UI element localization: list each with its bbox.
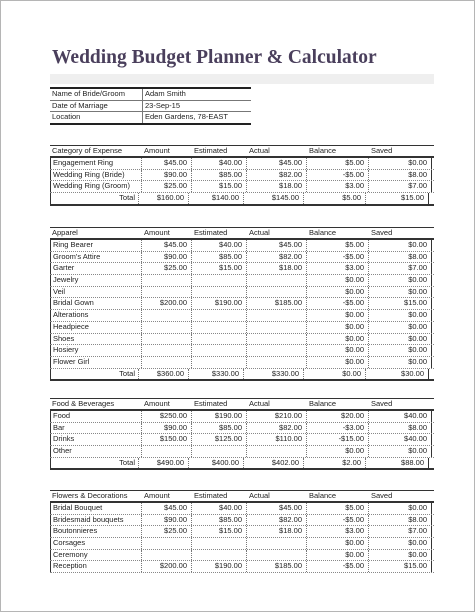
cell-actual[interactable] bbox=[246, 275, 306, 286]
section-header-row bbox=[50, 145, 434, 158]
total-label: Total bbox=[50, 458, 138, 469]
cell-amount[interactable] bbox=[141, 345, 191, 356]
total-estimated: $400.00 bbox=[188, 458, 243, 469]
cell-amount[interactable]: $25.00 bbox=[141, 263, 191, 274]
cell-actual[interactable]: $82.00 bbox=[246, 170, 306, 181]
cell-actual[interactable] bbox=[246, 550, 306, 561]
expense-item-label[interactable]: Groom's Attire bbox=[50, 252, 141, 263]
cell-balance[interactable]: $0.00 bbox=[306, 538, 368, 549]
cell-actual[interactable] bbox=[246, 322, 306, 333]
cell-amount[interactable] bbox=[141, 334, 191, 345]
column-header-balance: Balance bbox=[309, 228, 337, 237]
total-saved: $15.00 bbox=[365, 193, 429, 204]
cell-actual[interactable]: $185.00 bbox=[246, 298, 306, 309]
cell-actual[interactable] bbox=[246, 538, 306, 549]
cell-actual[interactable]: $185.00 bbox=[246, 561, 306, 572]
cell-estimated[interactable] bbox=[191, 345, 246, 356]
cell-estimated[interactable]: $40.00 bbox=[191, 503, 246, 514]
budget-section bbox=[50, 145, 434, 206]
cell-amount[interactable]: $45.00 bbox=[141, 503, 191, 514]
expense-item-label[interactable]: Headpiece bbox=[50, 322, 141, 333]
cell-balance[interactable]: $5.00 bbox=[306, 503, 368, 514]
cell-saved[interactable]: $7.00 bbox=[368, 526, 432, 537]
section-category-label: Category of Expense bbox=[52, 146, 123, 155]
column-header-actual: Actual bbox=[249, 399, 270, 408]
total-saved: $30.00 bbox=[365, 369, 429, 380]
cell-balance[interactable]: $0.00 bbox=[306, 357, 368, 368]
table-row bbox=[50, 334, 434, 346]
expense-item-label[interactable]: Boutonnieres bbox=[50, 526, 141, 537]
table-row bbox=[50, 170, 434, 182]
cell-saved[interactable]: $0.00 bbox=[368, 287, 432, 298]
title-underline-band bbox=[50, 74, 434, 84]
cell-amount[interactable]: $90.00 bbox=[141, 170, 191, 181]
expense-item-label[interactable]: Alterations bbox=[50, 310, 141, 321]
expense-item-label[interactable]: Bridesmaid bouquets bbox=[50, 515, 141, 526]
cell-saved[interactable]: $8.00 bbox=[368, 170, 432, 181]
table-row bbox=[50, 434, 434, 446]
cell-actual[interactable]: $82.00 bbox=[246, 252, 306, 263]
cell-actual[interactable]: $45.00 bbox=[246, 503, 306, 514]
cell-amount[interactable]: $250.00 bbox=[141, 411, 191, 422]
column-header-estimated: Estimated bbox=[194, 228, 228, 237]
table-row bbox=[50, 181, 434, 193]
expense-item-label[interactable]: Veil bbox=[50, 287, 141, 298]
info-label: Location bbox=[50, 112, 143, 124]
budget-section bbox=[50, 490, 434, 573]
cell-balance[interactable]: -$5.00 bbox=[306, 298, 368, 309]
cell-amount[interactable]: $200.00 bbox=[141, 561, 191, 572]
cell-saved[interactable]: $15.00 bbox=[368, 561, 432, 572]
table-row bbox=[50, 287, 434, 299]
cell-actual[interactable]: $18.00 bbox=[246, 526, 306, 537]
total-row bbox=[50, 193, 434, 206]
page-title: Wedding Budget Planner & Calculator bbox=[52, 47, 377, 68]
cell-saved[interactable]: $0.00 bbox=[368, 503, 432, 514]
cell-estimated[interactable]: $15.00 bbox=[191, 181, 246, 192]
cell-estimated[interactable] bbox=[191, 310, 246, 321]
table-row bbox=[50, 310, 434, 322]
total-amount: $490.00 bbox=[138, 458, 188, 469]
cell-amount[interactable] bbox=[141, 322, 191, 333]
column-header-actual: Actual bbox=[249, 491, 270, 500]
column-header-saved: Saved bbox=[371, 399, 393, 408]
cell-balance[interactable]: $3.00 bbox=[306, 181, 368, 192]
table-row bbox=[50, 446, 434, 458]
total-amount: $360.00 bbox=[138, 369, 188, 380]
table-row bbox=[50, 550, 434, 562]
expense-item-label[interactable]: Wedding Ring (Groom) bbox=[50, 181, 141, 192]
cell-estimated[interactable]: $85.00 bbox=[191, 423, 246, 434]
expense-item-label[interactable]: Corsages bbox=[50, 538, 141, 549]
cell-balance[interactable]: $0.00 bbox=[306, 345, 368, 356]
cell-balance[interactable]: -$5.00 bbox=[306, 170, 368, 181]
cell-estimated[interactable]: $40.00 bbox=[191, 240, 246, 251]
section-header-row bbox=[50, 490, 434, 503]
table-row bbox=[50, 275, 434, 287]
column-header-amount: Amount bbox=[144, 399, 170, 408]
section-header-row bbox=[50, 398, 434, 411]
column-header-balance: Balance bbox=[309, 146, 337, 155]
column-header-saved: Saved bbox=[371, 491, 393, 500]
expense-item-label[interactable]: Bridal Bouquet bbox=[50, 503, 141, 514]
section-header-row bbox=[50, 227, 434, 240]
cell-balance[interactable]: $5.00 bbox=[306, 240, 368, 251]
table-row bbox=[50, 345, 434, 357]
total-balance: $0.00 bbox=[303, 369, 365, 380]
cell-amount[interactable] bbox=[141, 550, 191, 561]
cell-amount[interactable]: $90.00 bbox=[141, 252, 191, 263]
cell-balance[interactable]: $0.00 bbox=[306, 322, 368, 333]
cell-saved[interactable]: $40.00 bbox=[368, 434, 432, 445]
cell-saved[interactable]: $0.00 bbox=[368, 240, 432, 251]
cell-estimated[interactable] bbox=[191, 550, 246, 561]
expense-item-label[interactable]: Ceremony bbox=[50, 550, 141, 561]
expense-item-label[interactable]: Bridal Gown bbox=[50, 298, 141, 309]
table-row bbox=[50, 252, 434, 264]
cell-amount[interactable]: $45.00 bbox=[141, 158, 191, 169]
table-row bbox=[50, 503, 434, 515]
expense-item-label[interactable]: Reception bbox=[50, 561, 141, 572]
column-header-amount: Amount bbox=[144, 491, 170, 500]
column-header-amount: Amount bbox=[144, 228, 170, 237]
table-row bbox=[50, 263, 434, 275]
cell-balance[interactable]: -$5.00 bbox=[306, 515, 368, 526]
cell-amount[interactable]: $25.00 bbox=[141, 181, 191, 192]
total-balance: $2.00 bbox=[303, 458, 365, 469]
cell-actual[interactable] bbox=[246, 345, 306, 356]
info-value[interactable]: 23-Sep-15 bbox=[143, 100, 252, 112]
cell-saved[interactable]: $8.00 bbox=[368, 423, 432, 434]
cell-balance[interactable]: $0.00 bbox=[306, 287, 368, 298]
cell-amount[interactable]: $25.00 bbox=[141, 526, 191, 537]
cell-actual[interactable]: $82.00 bbox=[246, 423, 306, 434]
cell-estimated[interactable]: $190.00 bbox=[191, 298, 246, 309]
total-row bbox=[50, 458, 434, 471]
wedding-info-table bbox=[50, 87, 251, 125]
cell-estimated[interactable]: $85.00 bbox=[191, 515, 246, 526]
info-label: Date of Marriage bbox=[50, 100, 143, 112]
cell-saved[interactable]: $15.00 bbox=[368, 298, 432, 309]
table-row bbox=[50, 561, 434, 573]
expense-item-label[interactable]: Other bbox=[50, 446, 141, 457]
total-actual: $330.00 bbox=[243, 369, 303, 380]
cell-balance[interactable]: -$15.00 bbox=[306, 434, 368, 445]
cell-balance[interactable]: -$3.00 bbox=[306, 423, 368, 434]
cell-saved[interactable]: $0.00 bbox=[368, 310, 432, 321]
table-row bbox=[50, 158, 434, 170]
cell-balance[interactable]: -$5.00 bbox=[306, 561, 368, 572]
expense-item-label[interactable]: Garter bbox=[50, 263, 141, 274]
cell-saved[interactable]: $0.00 bbox=[368, 158, 432, 169]
cell-estimated[interactable]: $15.00 bbox=[191, 526, 246, 537]
cell-amount[interactable]: $45.00 bbox=[141, 240, 191, 251]
section-category-label: Food & Beverages bbox=[52, 399, 115, 408]
cell-saved[interactable]: $0.00 bbox=[368, 345, 432, 356]
cell-balance[interactable]: $3.00 bbox=[306, 526, 368, 537]
table-row bbox=[50, 538, 434, 550]
cell-balance[interactable]: $0.00 bbox=[306, 446, 368, 457]
expense-item-label[interactable]: Jewelry bbox=[50, 275, 141, 286]
cell-estimated[interactable] bbox=[191, 287, 246, 298]
info-row bbox=[50, 112, 251, 124]
expense-item-label[interactable]: Food bbox=[50, 411, 141, 422]
cell-actual[interactable]: $210.00 bbox=[246, 411, 306, 422]
cell-amount[interactable]: $150.00 bbox=[141, 434, 191, 445]
cell-saved[interactable]: $0.00 bbox=[368, 550, 432, 561]
total-saved: $88.00 bbox=[365, 458, 429, 469]
column-header-saved: Saved bbox=[371, 146, 393, 155]
cell-saved[interactable]: $0.00 bbox=[368, 322, 432, 333]
total-label: Total bbox=[50, 369, 138, 380]
cell-balance[interactable]: $20.00 bbox=[306, 411, 368, 422]
cell-saved[interactable]: $7.00 bbox=[368, 181, 432, 192]
cell-actual[interactable]: $82.00 bbox=[246, 515, 306, 526]
section-category-label: Flowers & Decorations bbox=[52, 491, 128, 500]
expense-item-label[interactable]: Wedding Ring (Bride) bbox=[50, 170, 141, 181]
cell-actual[interactable] bbox=[246, 310, 306, 321]
cell-saved[interactable]: $0.00 bbox=[368, 538, 432, 549]
table-row bbox=[50, 240, 434, 252]
cell-estimated[interactable]: $125.00 bbox=[191, 434, 246, 445]
column-header-balance: Balance bbox=[309, 491, 337, 500]
column-header-estimated: Estimated bbox=[194, 491, 228, 500]
cell-estimated[interactable] bbox=[191, 322, 246, 333]
table-row bbox=[50, 357, 434, 369]
cell-amount[interactable] bbox=[141, 538, 191, 549]
cell-estimated[interactable] bbox=[191, 446, 246, 457]
cell-estimated[interactable]: $85.00 bbox=[191, 252, 246, 263]
cell-estimated[interactable]: $190.00 bbox=[191, 561, 246, 572]
expense-item-label[interactable]: Bar bbox=[50, 423, 141, 434]
cell-estimated[interactable]: $40.00 bbox=[191, 158, 246, 169]
cell-balance[interactable]: $0.00 bbox=[306, 550, 368, 561]
expense-item-label[interactable]: Hosiery bbox=[50, 345, 141, 356]
cell-saved[interactable]: $0.00 bbox=[368, 357, 432, 368]
table-row bbox=[50, 411, 434, 423]
section-category-label: Apparel bbox=[52, 228, 78, 237]
cell-estimated[interactable] bbox=[191, 334, 246, 345]
column-header-estimated: Estimated bbox=[194, 399, 228, 408]
cell-saved[interactable]: $0.00 bbox=[368, 446, 432, 457]
cell-saved[interactable]: $8.00 bbox=[368, 515, 432, 526]
cell-actual[interactable]: $45.00 bbox=[246, 240, 306, 251]
column-header-actual: Actual bbox=[249, 146, 270, 155]
table-row bbox=[50, 423, 434, 435]
column-header-amount: Amount bbox=[144, 146, 170, 155]
cell-balance[interactable]: $3.00 bbox=[306, 263, 368, 274]
cell-amount[interactable]: $90.00 bbox=[141, 423, 191, 434]
cell-amount[interactable]: $90.00 bbox=[141, 515, 191, 526]
cell-saved[interactable]: $0.00 bbox=[368, 275, 432, 286]
cell-estimated[interactable] bbox=[191, 275, 246, 286]
table-row bbox=[50, 526, 434, 538]
budget-section bbox=[50, 227, 434, 381]
cell-actual[interactable] bbox=[246, 357, 306, 368]
cell-estimated[interactable]: $190.00 bbox=[191, 411, 246, 422]
total-estimated: $330.00 bbox=[188, 369, 243, 380]
cell-actual[interactable] bbox=[246, 446, 306, 457]
table-row bbox=[50, 322, 434, 334]
total-actual: $402.00 bbox=[243, 458, 303, 469]
total-row bbox=[50, 369, 434, 382]
info-row bbox=[50, 100, 251, 112]
expense-item-label[interactable]: Shoes bbox=[50, 334, 141, 345]
total-label: Total bbox=[50, 193, 138, 204]
table-row bbox=[50, 515, 434, 527]
cell-actual[interactable]: $45.00 bbox=[246, 158, 306, 169]
cell-actual[interactable]: $18.00 bbox=[246, 263, 306, 274]
info-value[interactable]: Adam Smith bbox=[143, 88, 252, 100]
info-label: Name of Bride/Groom bbox=[50, 88, 143, 100]
cell-amount[interactable] bbox=[141, 310, 191, 321]
cell-actual[interactable] bbox=[246, 334, 306, 345]
cell-estimated[interactable] bbox=[191, 357, 246, 368]
cell-amount[interactable] bbox=[141, 357, 191, 368]
cell-actual[interactable] bbox=[246, 287, 306, 298]
cell-saved[interactable]: $0.00 bbox=[368, 334, 432, 345]
info-row bbox=[50, 88, 251, 100]
total-estimated: $140.00 bbox=[188, 193, 243, 204]
budget-section bbox=[50, 398, 434, 470]
cell-balance[interactable]: $0.00 bbox=[306, 275, 368, 286]
cell-balance[interactable]: $0.00 bbox=[306, 310, 368, 321]
column-header-estimated: Estimated bbox=[194, 146, 228, 155]
cell-saved[interactable]: $7.00 bbox=[368, 263, 432, 274]
column-header-saved: Saved bbox=[371, 228, 393, 237]
total-actual: $145.00 bbox=[243, 193, 303, 204]
cell-amount[interactable] bbox=[141, 446, 191, 457]
cell-balance[interactable]: $0.00 bbox=[306, 334, 368, 345]
table-row bbox=[50, 298, 434, 310]
cell-amount[interactable]: $200.00 bbox=[141, 298, 191, 309]
cell-balance[interactable]: $5.00 bbox=[306, 158, 368, 169]
expense-item-label[interactable]: Flower Girl bbox=[50, 357, 141, 368]
cell-actual[interactable]: $110.00 bbox=[246, 434, 306, 445]
cell-saved[interactable]: $40.00 bbox=[368, 411, 432, 422]
cell-amount[interactable] bbox=[141, 287, 191, 298]
expense-item-label[interactable]: Drinks bbox=[50, 434, 141, 445]
cell-actual[interactable]: $18.00 bbox=[246, 181, 306, 192]
expense-item-label[interactable]: Ring Bearer bbox=[50, 240, 141, 251]
column-header-actual: Actual bbox=[249, 228, 270, 237]
column-header-balance: Balance bbox=[309, 399, 337, 408]
cell-estimated[interactable] bbox=[191, 538, 246, 549]
info-value[interactable]: Eden Gardens, 78-EAST bbox=[143, 112, 252, 124]
cell-saved[interactable]: $8.00 bbox=[368, 252, 432, 263]
total-balance: $5.00 bbox=[303, 193, 365, 204]
cell-estimated[interactable]: $85.00 bbox=[191, 170, 246, 181]
expense-item-label[interactable]: Engagement Ring bbox=[50, 158, 141, 169]
cell-estimated[interactable]: $15.00 bbox=[191, 263, 246, 274]
cell-balance[interactable]: -$5.00 bbox=[306, 252, 368, 263]
total-amount: $160.00 bbox=[138, 193, 188, 204]
cell-amount[interactable] bbox=[141, 275, 191, 286]
